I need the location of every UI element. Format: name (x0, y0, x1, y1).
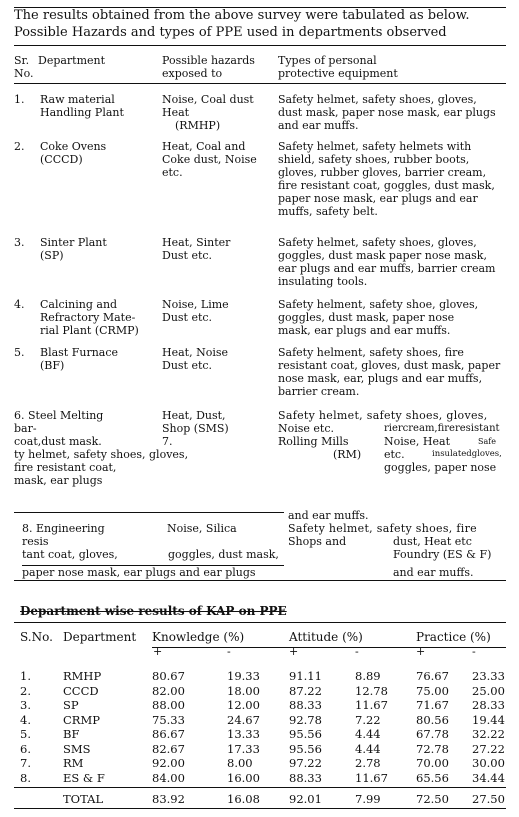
kap-knowledge-minus: 24.67 (227, 712, 260, 727)
row-ppe-line: fire resistant coat, goggles, dust mask, (278, 179, 495, 192)
kap-dept: BF (63, 727, 80, 741)
row-ppe-line: paper nose mask, ear plugs and ear (278, 192, 478, 205)
row-ppe-line: resistant coat, gloves, dust mask, paper (278, 359, 501, 372)
row-hazard-line: Dust etc. (162, 359, 213, 372)
row-ppe-line: ear plugs and ear muffs, barrier cream (278, 262, 496, 275)
kap-bottom-rule (14, 808, 506, 809)
kap-dept: CCCD (63, 683, 99, 698)
kap-sno: 1. (20, 669, 31, 683)
kap-practice-minus: 23.33 (472, 669, 505, 683)
row-ppe-line: muffs, safety belt. (278, 205, 378, 218)
row-number: 3. (14, 236, 25, 249)
row-hazard-line: Heat, Noise (162, 346, 228, 359)
kap-practice-minus: 30.00 (472, 756, 505, 770)
row-hazard-line: Heat, Sinter (162, 236, 231, 249)
row-ppe-line: nose mask, ear, plugs and ear muffs, (278, 372, 483, 385)
kap-attitude-plus: 91.11 (289, 669, 322, 683)
kap-attitude-plus: 97.22 (289, 756, 322, 770)
row-dept-line: (CCCD) (40, 153, 83, 166)
garbled-text: 7. (162, 435, 173, 448)
kap-knowledge-plus: 86.67 (152, 727, 185, 741)
garbled-text: 8. Engineering (22, 522, 105, 535)
garbled-text: fire resistant coat, (14, 461, 117, 474)
row-dept-line: Sinter Plant (40, 236, 107, 249)
garbled-text: 6. Steel Melting (14, 409, 104, 422)
row-hazard-line: etc. (162, 166, 183, 179)
kap-total-attitude-minus: 7.99 (355, 792, 381, 806)
kap-total-attitude-plus: 92.01 (289, 792, 322, 806)
kap-attitude-plus: 88.33 (289, 770, 322, 785)
kap-dept: RM (63, 756, 84, 770)
kap-subheader-rule (152, 647, 506, 648)
row-ppe-line: Safety helmet, safety shoes, gloves, (278, 236, 477, 249)
kap-total-rule (14, 787, 506, 788)
garbled-text: goggles, paper nose (384, 461, 497, 474)
garbled-text: Shop (SMS) (162, 422, 229, 435)
kap-attitude-minus: 2.78 (355, 756, 381, 770)
header-ppe-2: protective equipment (278, 67, 398, 80)
intro-line-2: Possible Hazards and types of PPE used in departments observed (14, 25, 447, 40)
row-dept-line: Handling Plant (40, 106, 124, 119)
kap-practice-plus: 67.78 (416, 727, 449, 741)
kap-attitude-plus: 95.56 (289, 741, 322, 756)
kap-total-label: TOTAL (63, 792, 104, 806)
table-bottom-rule (14, 580, 506, 581)
kap-header-sno: S.No. (20, 630, 53, 644)
garbled-text: etc. (384, 448, 405, 461)
kap-practice-minus: 28.33 (472, 698, 505, 712)
kap-practice-plus: 71.67 (416, 698, 449, 712)
row-hazard-line: Noise, Lime (162, 298, 229, 311)
row-hazard-line: Heat (162, 106, 190, 119)
kap-knowledge-plus: 92.00 (152, 756, 185, 770)
kap-knowledge-plus: 80.67 (152, 669, 185, 683)
garbled-text: ty helmet, safety shoes, gloves, (14, 448, 189, 461)
garbled-text: goggles, dust mask, (168, 548, 279, 561)
garbled-text: (RM) (333, 448, 362, 461)
row-hazard-line: Dust etc. (162, 311, 213, 324)
plus-sign: + (289, 645, 299, 658)
kap-knowledge-minus: 16.00 (227, 770, 260, 785)
header-department: Department (38, 54, 106, 67)
kap-practice-minus: 19.44 (472, 712, 505, 727)
row-dept-line: Raw material (40, 93, 115, 106)
kap-knowledge-minus: 12.00 (227, 698, 260, 712)
minus-sign: - (472, 645, 476, 658)
kap-practice-plus: 72.78 (416, 741, 449, 756)
kap-sno: 3. (20, 698, 31, 712)
kap-knowledge-plus: 75.33 (152, 712, 185, 727)
row-ppe-line: and ear muffs. (278, 119, 359, 132)
row-ppe-line: dust mask, paper nose mask, ear plugs (278, 106, 496, 119)
kap-practice-minus: 25.00 (472, 683, 505, 698)
kap-knowledge-plus: 88.00 (152, 698, 185, 712)
row-hazard-line: Coke dust, Noise (162, 153, 257, 166)
minus-sign: - (227, 645, 231, 658)
kap-attitude-minus: 11.67 (355, 698, 388, 712)
row-number: 1. (14, 93, 25, 106)
kap-header-attitude: Attitude (%) (289, 630, 363, 644)
kap-practice-plus: 75.00 (416, 683, 449, 698)
garbled-text: paper nose mask, ear plugs and ear plugs (22, 566, 256, 579)
kap-practice-minus: 34.44 (472, 770, 505, 785)
kap-header-department: Department (63, 630, 137, 644)
kap-knowledge-minus: 13.33 (227, 727, 260, 741)
kap-knowledge-minus: 18.00 (227, 683, 260, 698)
row-ppe-line: shield, safety shoes, rubber boots, (278, 153, 470, 166)
header-no: No. (14, 67, 34, 80)
garbled-text: Foundry (ES & F) (393, 548, 492, 561)
garbled-text: Noise, Silica (167, 522, 237, 535)
header-ppe-1: Types of personal (278, 54, 377, 67)
row-hazard-line: (RMHP) (175, 119, 221, 132)
row-hazard-line: Dust etc. (162, 249, 213, 262)
kap-dept: RMHP (63, 669, 102, 683)
row-number: 4. (14, 298, 25, 311)
kap-practice-plus: 76.67 (416, 669, 449, 683)
row-dept-line: rial Plant (CRMP) (40, 324, 139, 337)
row-dept-line: Refractory Mate- (40, 311, 136, 324)
garbled-text: riercream,fireresistant (384, 423, 500, 434)
garbled-text: Safety helmet, safety shoes, fire (288, 522, 477, 535)
garbled-text: coat,dust mask. (14, 435, 102, 448)
kap-sno: 4. (20, 712, 31, 727)
row-number: 5. (14, 346, 25, 359)
kap-practice-minus: 32.22 (472, 727, 505, 741)
kap-knowledge-minus: 8.00 (227, 756, 253, 770)
kap-practice-minus: 27.22 (472, 741, 505, 756)
row-hazard-line: Noise, Coal dust (162, 93, 254, 106)
garbled-text: Heat, Dust, (162, 409, 226, 422)
kap-knowledge-plus: 82.67 (152, 741, 185, 756)
row-ppe-line: barrier cream. (278, 385, 360, 398)
plus-sign: + (416, 645, 426, 658)
garbled-text: tant coat, gloves, (22, 548, 118, 561)
header-rule (14, 83, 506, 84)
kap-attitude-minus: 8.89 (355, 669, 381, 683)
row-ppe-line: Safety helment, safety shoes, fire (278, 346, 464, 359)
kap-knowledge-plus: 84.00 (152, 770, 185, 785)
kap-total-practice-minus: 27.50 (472, 792, 505, 806)
kap-practice-plus: 70.00 (416, 756, 449, 770)
kap-practice-plus: 80.56 (416, 712, 449, 727)
minus-sign: - (355, 645, 359, 658)
garbled-text: and ear muffs. (288, 509, 369, 522)
row-ppe-line: goggles, dust mask paper nose mask, (278, 249, 487, 262)
garbled-text: Safety helmet, safety shoes, gloves, (278, 409, 488, 422)
row-hazard-line: Heat, Coal and (162, 140, 246, 153)
kap-total-knowledge-minus: 16.08 (227, 792, 260, 806)
row-dept-line: (BF) (40, 359, 65, 372)
garbled-text: Noise, Heat (384, 435, 450, 448)
header-sr: Sr. (14, 54, 30, 67)
garbled-text: Safe (478, 437, 496, 446)
kap-knowledge-minus: 17.33 (227, 741, 260, 756)
kap-dept: SMS (63, 741, 91, 756)
row-dept-line: Coke Ovens (40, 140, 107, 153)
kap-attitude-minus: 7.22 (355, 712, 381, 727)
row-ppe-line: Safety helment, safety shoe, gloves, (278, 298, 479, 311)
kap-attitude-minus: 4.44 (355, 727, 381, 741)
kap-sno: 5. (20, 727, 31, 741)
row-number: 2. (14, 140, 25, 153)
table-top-rule (14, 45, 506, 46)
kap-attitude-plus: 88.33 (289, 698, 322, 712)
kap-section-title: Department wise results of KAP on PPE (20, 604, 287, 618)
garbled-text: mask, ear plugs (14, 474, 103, 487)
kap-sno: 6. (20, 741, 31, 756)
kap-header-knowledge: Knowledge (%) (152, 630, 245, 644)
garbled-text: Shops and (288, 535, 347, 548)
row-ppe-line: Safety helmet, safety helmets with (278, 140, 472, 153)
row-ppe-line: mask, ear plugs and ear muffs. (278, 324, 451, 337)
row-dept-line: Blast Furnace (40, 346, 119, 359)
kap-attitude-plus: 92.78 (289, 712, 322, 727)
kap-dept: ES & F (63, 770, 105, 785)
garbled-text: bar- (14, 422, 37, 435)
header-hazards-2: exposed to (162, 67, 223, 80)
row-dept-line: Calcining and (40, 298, 118, 311)
partial-rule (14, 512, 284, 513)
garbled-text: and ear muffs. (393, 566, 474, 579)
intro-line-1: The results obtained from the above survey were tabulated as below. (14, 8, 470, 23)
row-ppe-line: goggles, dust mask, paper nose (278, 311, 455, 324)
kap-sno: 2. (20, 683, 31, 698)
kap-total-practice-plus: 72.50 (416, 792, 449, 806)
kap-sno: 7. (20, 756, 31, 770)
plus-sign: + (153, 645, 163, 658)
kap-attitude-minus: 12.78 (355, 683, 388, 698)
kap-header-practice: Practice (%) (416, 630, 491, 644)
row-dept-line: (SP) (40, 249, 64, 262)
kap-knowledge-plus: 82.00 (152, 683, 185, 698)
row-ppe-line: gloves, rubber gloves, barrier cream, (278, 166, 487, 179)
garbled-text: Noise etc. (278, 422, 335, 435)
kap-practice-plus: 65.56 (416, 770, 449, 785)
kap-dept: SP (63, 698, 79, 712)
kap-attitude-plus: 87.22 (289, 683, 322, 698)
garbled-text: Rolling Mills (278, 435, 349, 448)
kap-dept: CRMP (63, 712, 100, 727)
kap-attitude-plus: 95.56 (289, 727, 322, 741)
kap-knowledge-minus: 19.33 (227, 669, 260, 683)
kap-sno: 8. (20, 770, 31, 785)
garbled-text: resis (22, 535, 49, 548)
kap-total-knowledge-plus: 83.92 (152, 792, 185, 806)
row-ppe-line: Safety helmet, safety shoes, gloves, (278, 93, 477, 106)
garbled-text: dust, Heat etc (393, 535, 472, 548)
garbled-text: insulatedgloves, (432, 449, 502, 459)
header-hazards-1: Possible hazards (162, 54, 255, 67)
kap-attitude-minus: 4.44 (355, 741, 381, 756)
kap-attitude-minus: 11.67 (355, 770, 388, 785)
kap-top-rule (14, 622, 506, 623)
row-ppe-line: insulating tools. (278, 275, 368, 288)
